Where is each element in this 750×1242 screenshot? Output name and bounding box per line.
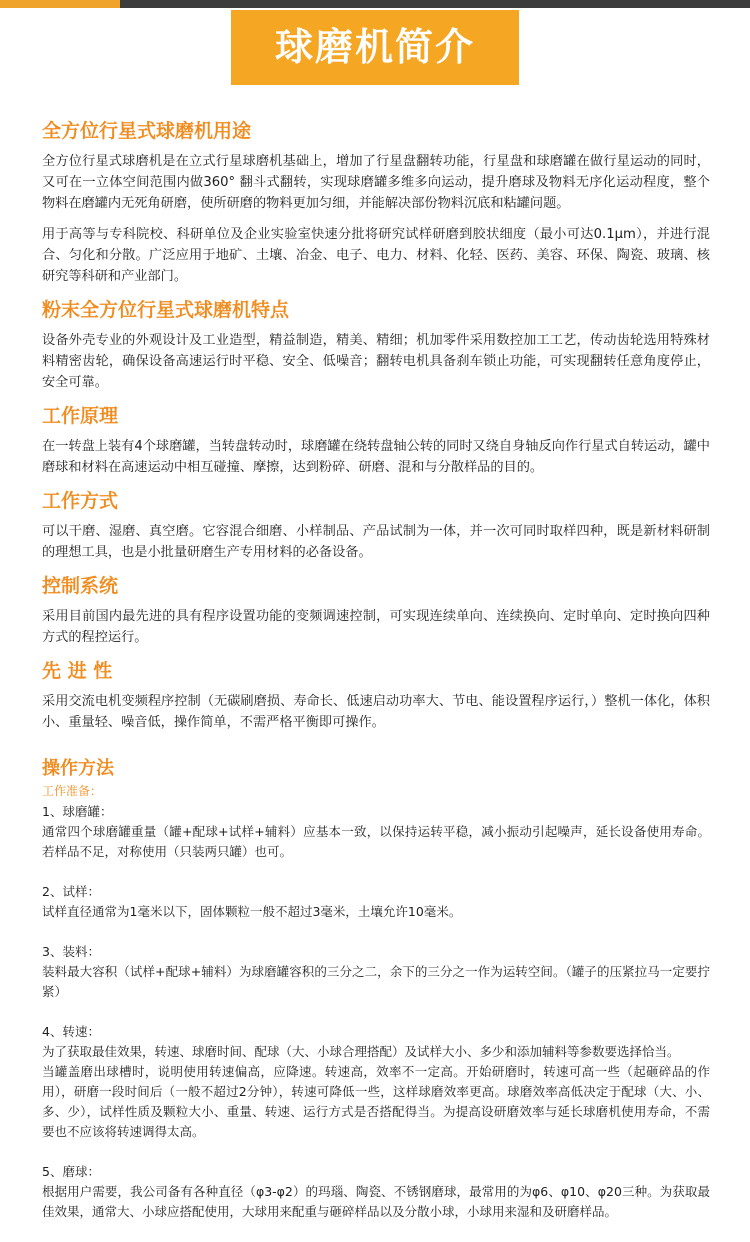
section-control-system bbox=[42, 573, 710, 648]
operation-item-head: 4、转速： bbox=[42, 1024, 100, 1039]
page-title: 球磨机简介 bbox=[231, 10, 519, 85]
operation-item bbox=[42, 1022, 710, 1142]
operation-title: 操作方法 bbox=[42, 758, 114, 779]
section-paragraph: 设备外壳专业的外观设计及工业造型，精益制造，精美、精细；机加零件采用数控加工工艺，传动齿轮选用特殊材料精密齿轮，确保设备高速运行时平稳、安全、低噪音；翻转电机具备刹车锁止功能，可实现翻转任意角度停止，安全可靠。 bbox=[42, 333, 710, 390]
operation-item bbox=[42, 1162, 710, 1222]
operation-item bbox=[42, 942, 710, 1002]
operation-item-body: 为了获取最佳效果，转速、球磨时间、配球（大、小球合理搭配）及试样大小、多少和添加辅料等参数要选择恰当。 bbox=[42, 1044, 680, 1059]
operation-item-head: 5、磨球： bbox=[42, 1164, 100, 1179]
operation-item-head: 1、球磨罐： bbox=[42, 804, 113, 819]
operation-item-head: 2、试样： bbox=[42, 884, 100, 899]
operation-item-body: 通常四个球磨罐重量（罐+配球+试样+辅料）应基本一致，以保持运转平稳，减小振动引起噪声，延长设备使用寿命。若样品不足，对称使用（只装两只罐）也可。 bbox=[42, 824, 710, 859]
section-paragraph: 采用交流电机变频程序控制（无碳刷磨损、寿命长、低速启动功率大、节电、能设置程序运行，）整机一体化，体积小、重量轻、噪音低，操作简单，不需严格平衡即可操作。 bbox=[42, 694, 710, 730]
section-principle bbox=[42, 403, 710, 478]
operation-item bbox=[42, 882, 710, 922]
operation-item-body: 试样直径通常为1毫米以下，固体颗粒一般不超过3毫米，土壤允许10毫米。 bbox=[42, 904, 462, 919]
operation-subtitle: 工作准备： bbox=[42, 784, 103, 798]
top-bar-accent bbox=[0, 0, 120, 8]
operation-section bbox=[42, 756, 710, 1242]
section-paragraph: 在一转盘上装有4个球磨罐，当转盘转动时，球磨罐在绕转盘轴公转的同时又绕自身轴反向作行星式自转运动，罐中磨球和材料在高速运动中相互碰撞、摩擦，达到粉碎、研磨、混和与分散样品的目的。 bbox=[42, 439, 710, 475]
operation-item-body: 装料最大容积（试样+配球+辅料）为球磨罐容积的三分之二，余下的三分之一作为运转空间。（罐子的压紧拉马一定要拧紧） bbox=[42, 964, 710, 999]
operation-item-head: 3、装料： bbox=[42, 944, 100, 959]
section-title: 工作原理 bbox=[42, 405, 119, 427]
section-paragraph: 可以干磨、湿磨、真空磨。它容混合细磨、小样制品、产品试制为一体，并一次可同时取样四种，既是新材料研制的理想工具，也是小批量研磨生产专用材料的必备设备。 bbox=[42, 524, 710, 560]
operation-item-body: 根据用户需要，我公司备有各种直径（φ3-φ2）的玛瑙、陶瓷、不锈钢磨球，最常用的为φ6、φ10、φ20三种。为获取最佳效果，通常大、小球应搭配使用，大球用来配重与砸碎样品以及分散小球，小球用来湿和及研磨样品。 bbox=[42, 1184, 710, 1219]
operation-item-body: 当罐盖磨出球槽时，说明使用转速偏高，应降速。转速高，效率不一定高。开始研磨时，转速可高一些（起砸碎品的作用），研磨一段时间后（一般不超过2分钟），转速可降低一些，这样球磨效率更高。球磨效率高低决定于配球（大、小、多、少），试样性质及颗粒大小、重量、转速、运行方式是否搭配得当。为提高设研磨效率与延长球磨机使用寿命，不需要也不应该将转速调得太高。 bbox=[42, 1064, 710, 1139]
intro-content bbox=[42, 118, 710, 743]
section-title: 控制系统 bbox=[42, 575, 119, 597]
section-paragraph: 全方位行星式球磨机是在立式行星球磨机基础上，增加了行星盘翻转功能，行星盘和球磨罐在做行星运动的同时，又可在一立体空间范围内做360° 翻斗式翻转，实现球磨罐多维多向运动，提升磨球及物料无序化运动程度，整个物料在磨罐内无死角研磨，使所研磨的物料更加匀细，并能解决部份物料沉底和粘罐问题。 bbox=[42, 154, 710, 211]
section-title: 先 进 性 bbox=[42, 660, 113, 682]
operation-item bbox=[42, 802, 710, 862]
section-title: 工作方式 bbox=[42, 490, 119, 512]
section-title: 全方位行星式球磨机用途 bbox=[42, 120, 252, 142]
section-title: 粉末全方位行星式球磨机特点 bbox=[42, 299, 290, 321]
section-paragraph: 采用目前国内最先进的具有程序设置功能的变频调速控制，可实现连续单向、连续换向、定时单向、定时换向四种方式的程控运行。 bbox=[42, 609, 710, 645]
section-features bbox=[42, 297, 710, 393]
section-work-mode bbox=[42, 488, 710, 563]
section-usage bbox=[42, 118, 710, 287]
section-advantages bbox=[42, 658, 710, 733]
section-paragraph: 用于高等与专科院校、科研单位及企业实验室快速分批将研究试样研磨到胶状细度（最小可达0.1μm），并进行混合、匀化和分散。广泛应用于地矿、土壤、冶金、电子、电力、材料、化轻、医药、美容、环保、陶瓷、玻璃、核研究等科研和产业部门。 bbox=[42, 227, 710, 284]
